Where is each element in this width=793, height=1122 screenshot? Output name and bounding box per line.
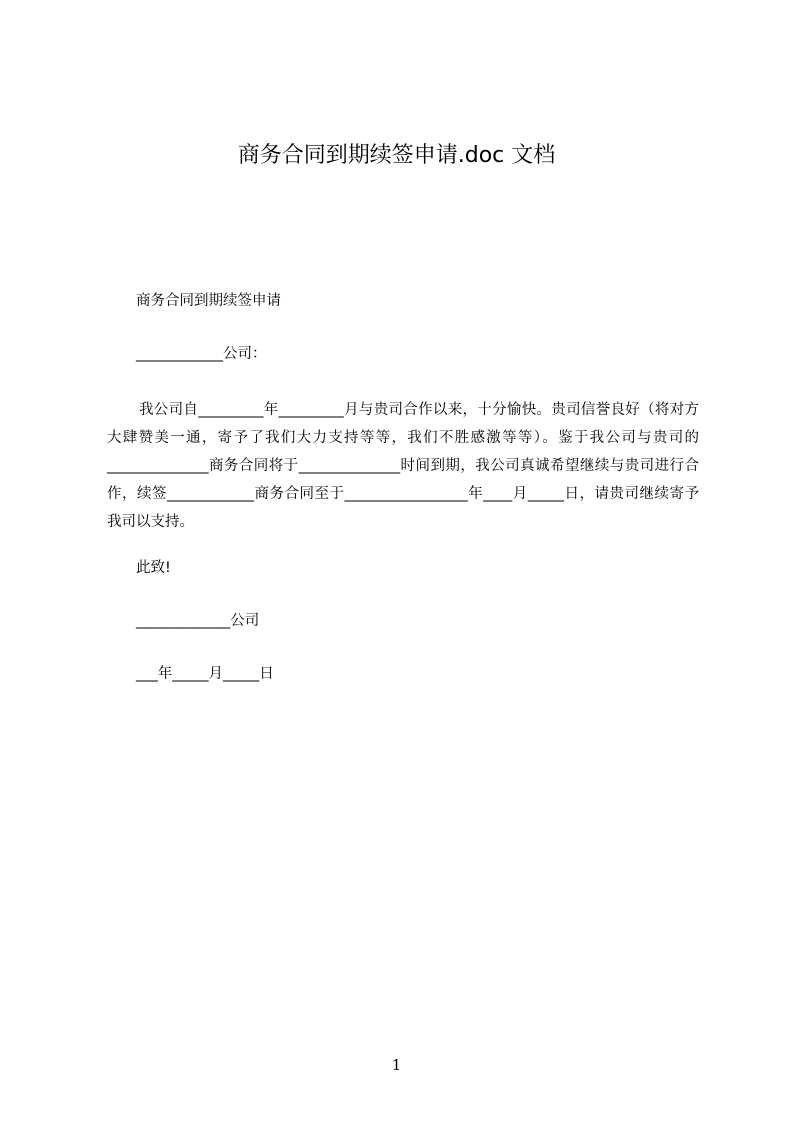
document-title: 商务合同到期续签申请.doc 文档 [237, 143, 556, 168]
signature-company: _____________公司 [136, 613, 260, 629]
closing-line: 此致! [136, 560, 171, 576]
salutation-line: ____________公司： [136, 346, 267, 362]
page-number: 1 [391, 1056, 402, 1074]
letter-heading: 商务合同到期续签申请 [136, 293, 281, 309]
signature-date: ___年_____月_____日 [136, 666, 274, 682]
letter-body: 我公司自_________年_________月与贵司合作以来，十分愉快。贵司信誉良好（将对方大肆赞美一通，寄予了我们大力支持等等，我们不胜感激等等）。鉴于我公司与贵司的______________商务合同将于______________时间到期，我公司真诚希望继续与贵司进行合作，续签____________商务合同至于_________________年____月_____日，请贵司继续寄予我司以支持。 [107, 402, 699, 530]
